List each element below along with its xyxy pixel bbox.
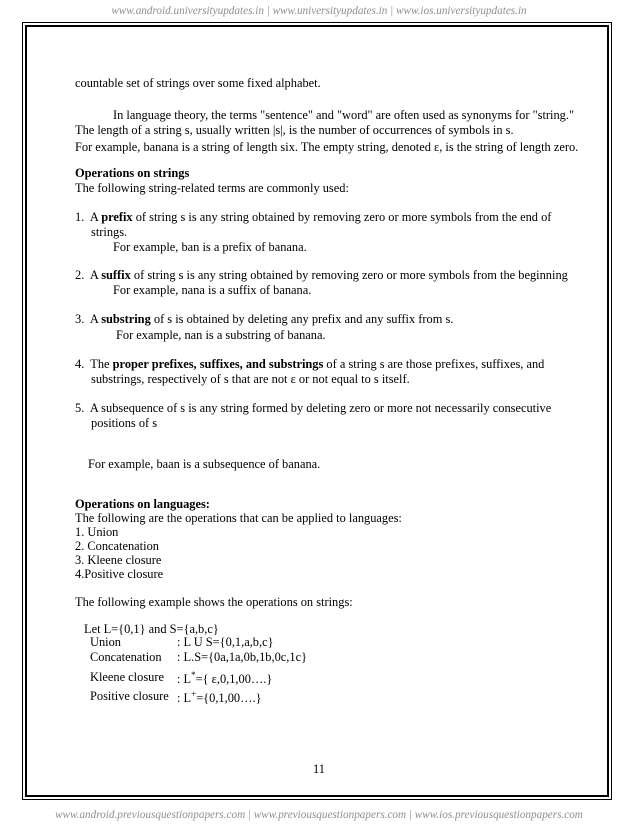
example-label-union: Union <box>90 635 121 649</box>
kleene-star: * <box>191 670 196 680</box>
section-lead-languages: The following are the operations that can be applied to languages: <box>75 511 402 525</box>
expr-pre: : L <box>177 691 192 706</box>
section-heading-strings: Operations on strings <box>75 166 190 180</box>
item-number: 3. <box>75 312 85 326</box>
item-example: For example, nan is a substring of banana. <box>116 328 326 342</box>
item-text: of string s is any string obtained by removing zero or more symbols from the end of <box>132 210 552 224</box>
item-text: of a string s are those prefixes, suffixes, and <box>323 357 545 371</box>
term-substring: substring <box>101 312 151 326</box>
intro-line-1: countable set of strings over some fixed alphabet. <box>75 76 321 90</box>
expr-post: ={ ε,0,1,00….} <box>195 672 273 687</box>
item-text: A subsequence of s is any string formed by deleting zero or more not necessarily consecutive <box>89 401 552 415</box>
list-item-subsequence <box>75 401 551 416</box>
item-pre: A <box>89 312 102 326</box>
example-expr-kleene <box>177 668 272 687</box>
example-expr-concatenation: : L.S={0a,1a,0b,1b,0c,1c} <box>177 650 308 664</box>
item-number: 4. <box>75 357 85 371</box>
expr-pre: : L <box>177 672 192 687</box>
list-item-suffix <box>75 268 568 283</box>
term-proper: proper prefixes, suffixes, and substrings <box>112 357 324 371</box>
language-op-item: 4.Positive closure <box>75 567 164 581</box>
item-continuation: substrings, respectively of s that are not ε or not equal to s itself. <box>91 372 410 386</box>
item-number: 5. <box>75 401 85 415</box>
item-continuation: positions of s <box>91 416 158 430</box>
section-lead-strings: The following string-related terms are commonly used: <box>75 181 349 195</box>
item-example: For example, nana is a suffix of banana. <box>113 283 312 297</box>
term-prefix: prefix <box>101 210 133 224</box>
intro-line-2: In language theory, the terms "sentence" and "word" are often used as synonyms for "string." <box>113 108 575 122</box>
item-pre: A <box>89 268 102 282</box>
page-number: 11 <box>313 762 325 776</box>
list-item-prefix <box>75 210 551 225</box>
header-watermark: www.android.universityupdates.in | www.universityupdates.in | www.ios.universityupdates.in <box>111 5 527 17</box>
item-example: For example, baan is a subsequence of banana. <box>88 457 321 471</box>
example-label-kleene: Kleene closure <box>90 670 164 684</box>
item-text: of string s is any string obtained by removing zero or more symbols from the beginning <box>130 268 568 282</box>
item-number: 1. <box>75 210 85 224</box>
language-op-item: 1. Union <box>75 525 119 539</box>
intro-line-3: The length of a string s, usually written |s|, is the number of occurrences of symbols in s. <box>75 123 514 137</box>
example-label-concatenation: Concatenation <box>90 650 162 664</box>
language-op-item: 2. Concatenation <box>75 539 159 553</box>
item-text: of s is obtained by deleting any prefix and any suffix from s. <box>150 312 454 326</box>
item-continuation: strings. <box>91 225 128 239</box>
list-item-substring <box>75 312 453 327</box>
example-expr-union: : L U S={0,1,a,b,c} <box>177 635 274 649</box>
expr-post: ={0,1,00….} <box>196 691 262 706</box>
item-number: 2. <box>75 268 85 282</box>
example-expr-positive <box>177 687 262 706</box>
let-line: Let L={0,1} and S={a,b,c} <box>84 622 219 636</box>
footer-watermark: www.android.previousquestionpapers.com | www.previousquestionpapers.com | www.ios.previousquestionpapers.com <box>55 809 583 821</box>
example-label-positive: Positive closure <box>90 689 169 703</box>
example-lead: The following example shows the operations on strings: <box>75 595 353 609</box>
item-example: For example, ban is a prefix of banana. <box>113 240 307 254</box>
item-pre: A <box>89 210 102 224</box>
intro-line-4: For example, banana is a string of length six. The empty string, denoted ε, is the string of length zero. <box>75 140 579 154</box>
plus-sign: + <box>191 689 197 699</box>
term-suffix: suffix <box>101 268 131 282</box>
language-op-item: 3. Kleene closure <box>75 553 162 567</box>
list-item-proper <box>75 357 544 372</box>
item-pre: The <box>90 357 113 371</box>
section-heading-languages: Operations on languages: <box>75 497 210 511</box>
